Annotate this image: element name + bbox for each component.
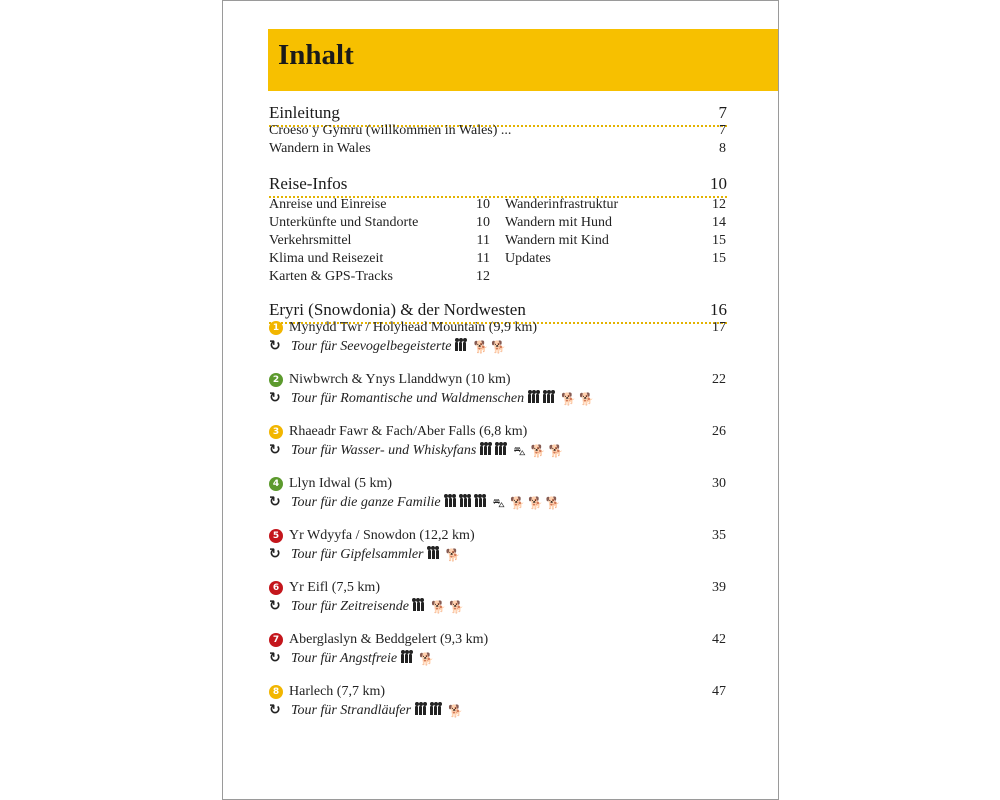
tour-subtitle: Tour für Zeitreisende [291, 599, 409, 614]
people-group [428, 548, 440, 564]
person-icon [449, 498, 452, 507]
person-icon [445, 498, 448, 507]
tour-title-row [269, 580, 380, 596]
tour-page: 26 [712, 424, 726, 439]
person-icon [475, 498, 478, 507]
tour-page: 47 [712, 684, 726, 699]
toc-entry-label: Wandern in Wales [269, 141, 371, 156]
person-icon [455, 342, 458, 351]
tour-title-row [269, 476, 392, 492]
person-icon [463, 342, 466, 351]
toc-entry-page: 8 [719, 141, 726, 156]
stroller-icon: ⛍ [492, 496, 505, 510]
section-title: Eryri (Snowdonia) & der Nordwesten [269, 300, 526, 319]
section-page: 7 [718, 103, 727, 122]
tour-title: Rhaeadr Fawr & Fach/Aber Falls (6,8 km) [289, 424, 528, 439]
tour-title-row [269, 632, 488, 648]
tour-suitability-icons [528, 392, 597, 408]
person-icon [503, 446, 506, 455]
toc-entry-label: Anreise und Einreise [269, 197, 387, 212]
person-icon [460, 498, 463, 507]
dog-icon: 🐕 [491, 340, 507, 354]
tour-subtitle-row [269, 598, 467, 616]
loop-arrow-icon: ↻ [269, 442, 281, 458]
person-icon [428, 550, 431, 559]
tour-subtitle-row [269, 494, 564, 512]
person-icon [401, 654, 404, 663]
tour-page: 39 [712, 580, 726, 595]
people-group [415, 704, 442, 720]
toc-entry-page: 15 [712, 233, 726, 248]
dog-icon: 🐕 [419, 652, 435, 666]
toc-entry-label: Klima und Reisezeit [269, 251, 384, 266]
toc-entry-label: Verkehrsmittel [269, 233, 352, 248]
person-icon [413, 602, 416, 611]
people-group [480, 444, 507, 460]
tour-title: Harlech (7,7 km) [289, 684, 386, 699]
dog-icon: 🐕 [448, 600, 464, 614]
section-title: Reise-Infos [269, 174, 348, 193]
tour-page: 22 [712, 372, 726, 387]
tour-subtitle-row [269, 338, 509, 356]
dog-icon: 🐕 [430, 600, 446, 614]
toc-entry-label: Updates [505, 251, 551, 266]
tour-title-row [269, 424, 527, 440]
page-title: Inhalt [278, 39, 354, 71]
person-icon [464, 498, 467, 507]
tour-subtitle-row [269, 546, 463, 564]
tour-number-badge: 6 [269, 581, 283, 595]
person-icon [479, 498, 482, 507]
tour-subtitle: Tour für Strandläufer [291, 703, 412, 718]
person-icon [495, 446, 498, 455]
toc-entry-page: 14 [712, 215, 726, 230]
loop-arrow-icon: ↻ [269, 494, 281, 510]
tour-title-row [269, 320, 537, 336]
tour-subtitle: Tour für Seevogelbegeisterte [291, 339, 452, 354]
tour-suitability-icons [455, 340, 509, 356]
tour-number-badge: 1 [269, 321, 283, 335]
dog-icon: 🐕 [445, 548, 461, 562]
person-icon [528, 394, 531, 403]
tour-page: 17 [712, 320, 726, 335]
person-icon [551, 394, 554, 403]
dog-icon: 🐕 [561, 392, 577, 406]
tour-suitability-icons [428, 548, 464, 564]
people-group [455, 340, 467, 356]
section-title: Einleitung [269, 103, 340, 122]
person-icon [459, 342, 462, 351]
loop-arrow-icon: ↻ [269, 598, 281, 614]
toc-entry-label: Croeso y Gymru (willkommen in Wales) ... [269, 123, 512, 138]
tour-page: 30 [712, 476, 726, 491]
toc-entry-page: 11 [476, 233, 490, 248]
loop-arrow-icon: ↻ [269, 650, 281, 666]
tour-subtitle: Tour für Romantische und Waldmenschen [291, 391, 525, 406]
tour-subtitle: Tour für Gipfelsammler [291, 547, 424, 562]
loop-arrow-icon: ↻ [269, 338, 281, 354]
toc-entry-label: Wandern mit Hund [505, 215, 612, 230]
toc-entry-label: Karten & GPS-Tracks [269, 269, 393, 284]
loop-arrow-icon: ↻ [269, 390, 281, 406]
dog-icon: 🐕 [473, 340, 489, 354]
person-icon [483, 498, 486, 507]
tour-title: Aberglaslyn & Beddgelert (9,3 km) [289, 632, 489, 647]
tour-title: Yr Wdyyfa / Snowdon (12,2 km) [289, 528, 475, 543]
tour-subtitle-row [269, 702, 466, 720]
toc-entry-label: Wandern mit Kind [505, 233, 609, 248]
tour-title: Yr Eifl (7,5 km) [289, 580, 380, 595]
toc-entry-page: 10 [476, 197, 490, 212]
tour-title: Mynydd Twr / Holyhead Mountain (9,9 km) [289, 320, 538, 335]
toc-entry-label: Wanderinfrastruktur [505, 197, 619, 212]
tour-number-badge: 7 [269, 633, 283, 647]
tour-number-badge: 8 [269, 685, 283, 699]
loop-arrow-icon: ↻ [269, 546, 281, 562]
loop-arrow-icon: ↻ [269, 702, 281, 718]
person-icon [484, 446, 487, 455]
person-icon [547, 394, 550, 403]
tour-subtitle-row [269, 390, 597, 408]
dog-icon: 🐕 [448, 704, 464, 718]
tour-subtitle: Tour für Wasser- und Whiskyfans [291, 443, 477, 458]
person-icon [421, 602, 424, 611]
section-page: 16 [710, 300, 727, 319]
tour-subtitle-row [269, 442, 567, 460]
tour-suitability-icons [480, 444, 566, 460]
section-page: 10 [710, 174, 727, 193]
person-icon [532, 394, 535, 403]
tour-title: Niwbwrch & Ynys Llanddwyn (10 km) [289, 372, 511, 387]
person-icon [453, 498, 456, 507]
dog-icon: 🐕 [545, 496, 561, 510]
tour-title-row [269, 528, 475, 544]
tour-title-row [269, 684, 385, 700]
toc-entry-label: Unterkünfte und Standorte [269, 215, 419, 230]
tour-page: 35 [712, 528, 726, 543]
tour-number-badge: 2 [269, 373, 283, 387]
dog-icon: 🐕 [579, 392, 594, 406]
people-group [445, 496, 487, 512]
person-icon [415, 706, 418, 715]
tour-page: 42 [712, 632, 726, 647]
person-icon [409, 654, 412, 663]
toc-entry-page: 12 [476, 269, 490, 284]
person-icon [405, 654, 408, 663]
dog-icon: 🐕 [530, 444, 546, 458]
person-icon [536, 394, 539, 403]
person-icon [430, 706, 433, 715]
tour-suitability-icons [401, 652, 437, 668]
tour-subtitle: Tour für die ganze Familie [291, 495, 441, 510]
person-icon [432, 550, 435, 559]
tour-suitability-icons [413, 600, 467, 616]
person-icon [434, 706, 437, 715]
stroller-icon: ⛍ [513, 444, 526, 458]
person-icon [480, 446, 483, 455]
person-icon [423, 706, 426, 715]
toc-entry-page: 12 [712, 197, 726, 212]
tour-number-badge: 4 [269, 477, 283, 491]
person-icon [543, 394, 546, 403]
toc-entry-page: 15 [712, 251, 726, 266]
tour-suitability-icons [445, 496, 564, 512]
person-icon [438, 706, 441, 715]
tour-number-badge: 3 [269, 425, 283, 439]
tour-subtitle-row [269, 650, 437, 668]
title-banner [268, 29, 778, 91]
section-heading-reise-infos [269, 174, 727, 198]
people-group [528, 392, 555, 408]
person-icon [436, 550, 439, 559]
tour-number-badge: 5 [269, 529, 283, 543]
dog-icon: 🐕 [548, 444, 564, 458]
tour-title: Llyn Idwal (5 km) [289, 476, 393, 491]
tour-subtitle: Tour für Angstfreie [291, 651, 398, 666]
person-icon [468, 498, 471, 507]
person-icon [499, 446, 502, 455]
toc-entry-page: 11 [476, 251, 490, 266]
toc-entry-page: 10 [476, 215, 490, 230]
tour-title-row [269, 372, 511, 388]
dog-icon: 🐕 [527, 496, 543, 510]
person-icon [417, 602, 420, 611]
tour-suitability-icons [415, 704, 466, 720]
people-group [413, 600, 425, 616]
person-icon [419, 706, 422, 715]
toc-entry-page: 7 [719, 123, 726, 138]
dog-icon: 🐕 [509, 496, 525, 510]
people-group [401, 652, 413, 668]
person-icon [488, 446, 491, 455]
